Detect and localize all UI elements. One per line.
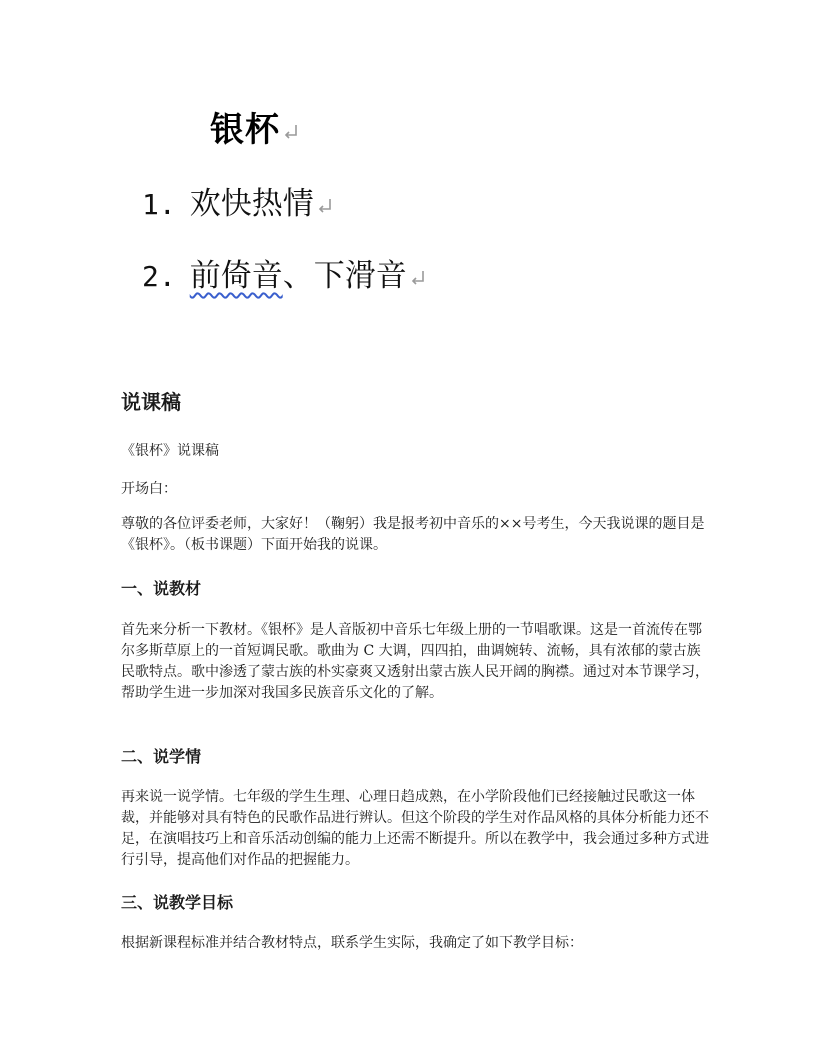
paragraph-return-icon: [316, 195, 334, 217]
section-heading-objectives: 三、说教学目标: [121, 893, 234, 912]
section-body-textbook: 首先来分析一下教材。《银杯》是人音版初中音乐七年级上册的一节唱歌课。这是一首流传在鄂尔多斯草原上的一首短调民歌。歌曲为 C 大调，四四拍，曲调婉转、流畅，具有浓郁的蒙古族民歌特点。歌中渗透了蒙古族的朴实豪爽又透射出蒙古族人民开阔的胸襟。通过对本节课学习，帮助学生进一步加深对我国多民族音乐文化的了解。: [121, 622, 709, 701]
document-heading: 说课稿: [121, 390, 181, 414]
section-body-students: 再来说一说学情。七年级的学生生理、心理日趋成熟，在小学阶段他们已经接触过民歌这一体裁，并能够对具有特色的民歌作品进行辨认。但这个阶段的学生对作品风格的具体分析能力还不足，在演唱技巧上和音乐活动创编的能力上还需不断提升。所以在教学中，我会通过多种方式进行引导，提高他们对作品的把握能力。: [121, 789, 709, 868]
snippet-item-2: [142, 250, 427, 295]
opening-label: 开场白：: [121, 481, 177, 497]
section-body-objectives: 根据新课程标准并结合教材特点，联系学生实际，我确定了如下教学目标：: [121, 935, 583, 951]
spellcheck-underlined-text: 前倚音: [189, 258, 283, 294]
snippet-item-text: 欢快热情: [189, 186, 314, 222]
opening-paragraph: 尊敬的各位评委老师，大家好！（鞠躬）我是报考初中音乐的××号考生，今天我说课的题目是《银杯》。（板书课题）下面开始我的说课。: [121, 516, 705, 553]
section-heading-students: 二、说学情: [121, 747, 202, 766]
embedded-lesson-snippet: [130, 90, 470, 310]
snippet-title: 银杯: [210, 102, 300, 151]
snippet-item-number: 1.: [142, 188, 176, 221]
snippet-item-text: 、下滑音: [282, 258, 407, 294]
snippet-item-number: 2.: [142, 260, 176, 293]
document-subtitle: 《银杯》说课稿: [121, 443, 219, 459]
paragraph-return-icon: [282, 121, 300, 143]
section-heading-textbook: 一、说教材: [121, 579, 202, 598]
snippet-item-1: [142, 178, 334, 223]
paragraph-return-icon: [409, 267, 427, 289]
